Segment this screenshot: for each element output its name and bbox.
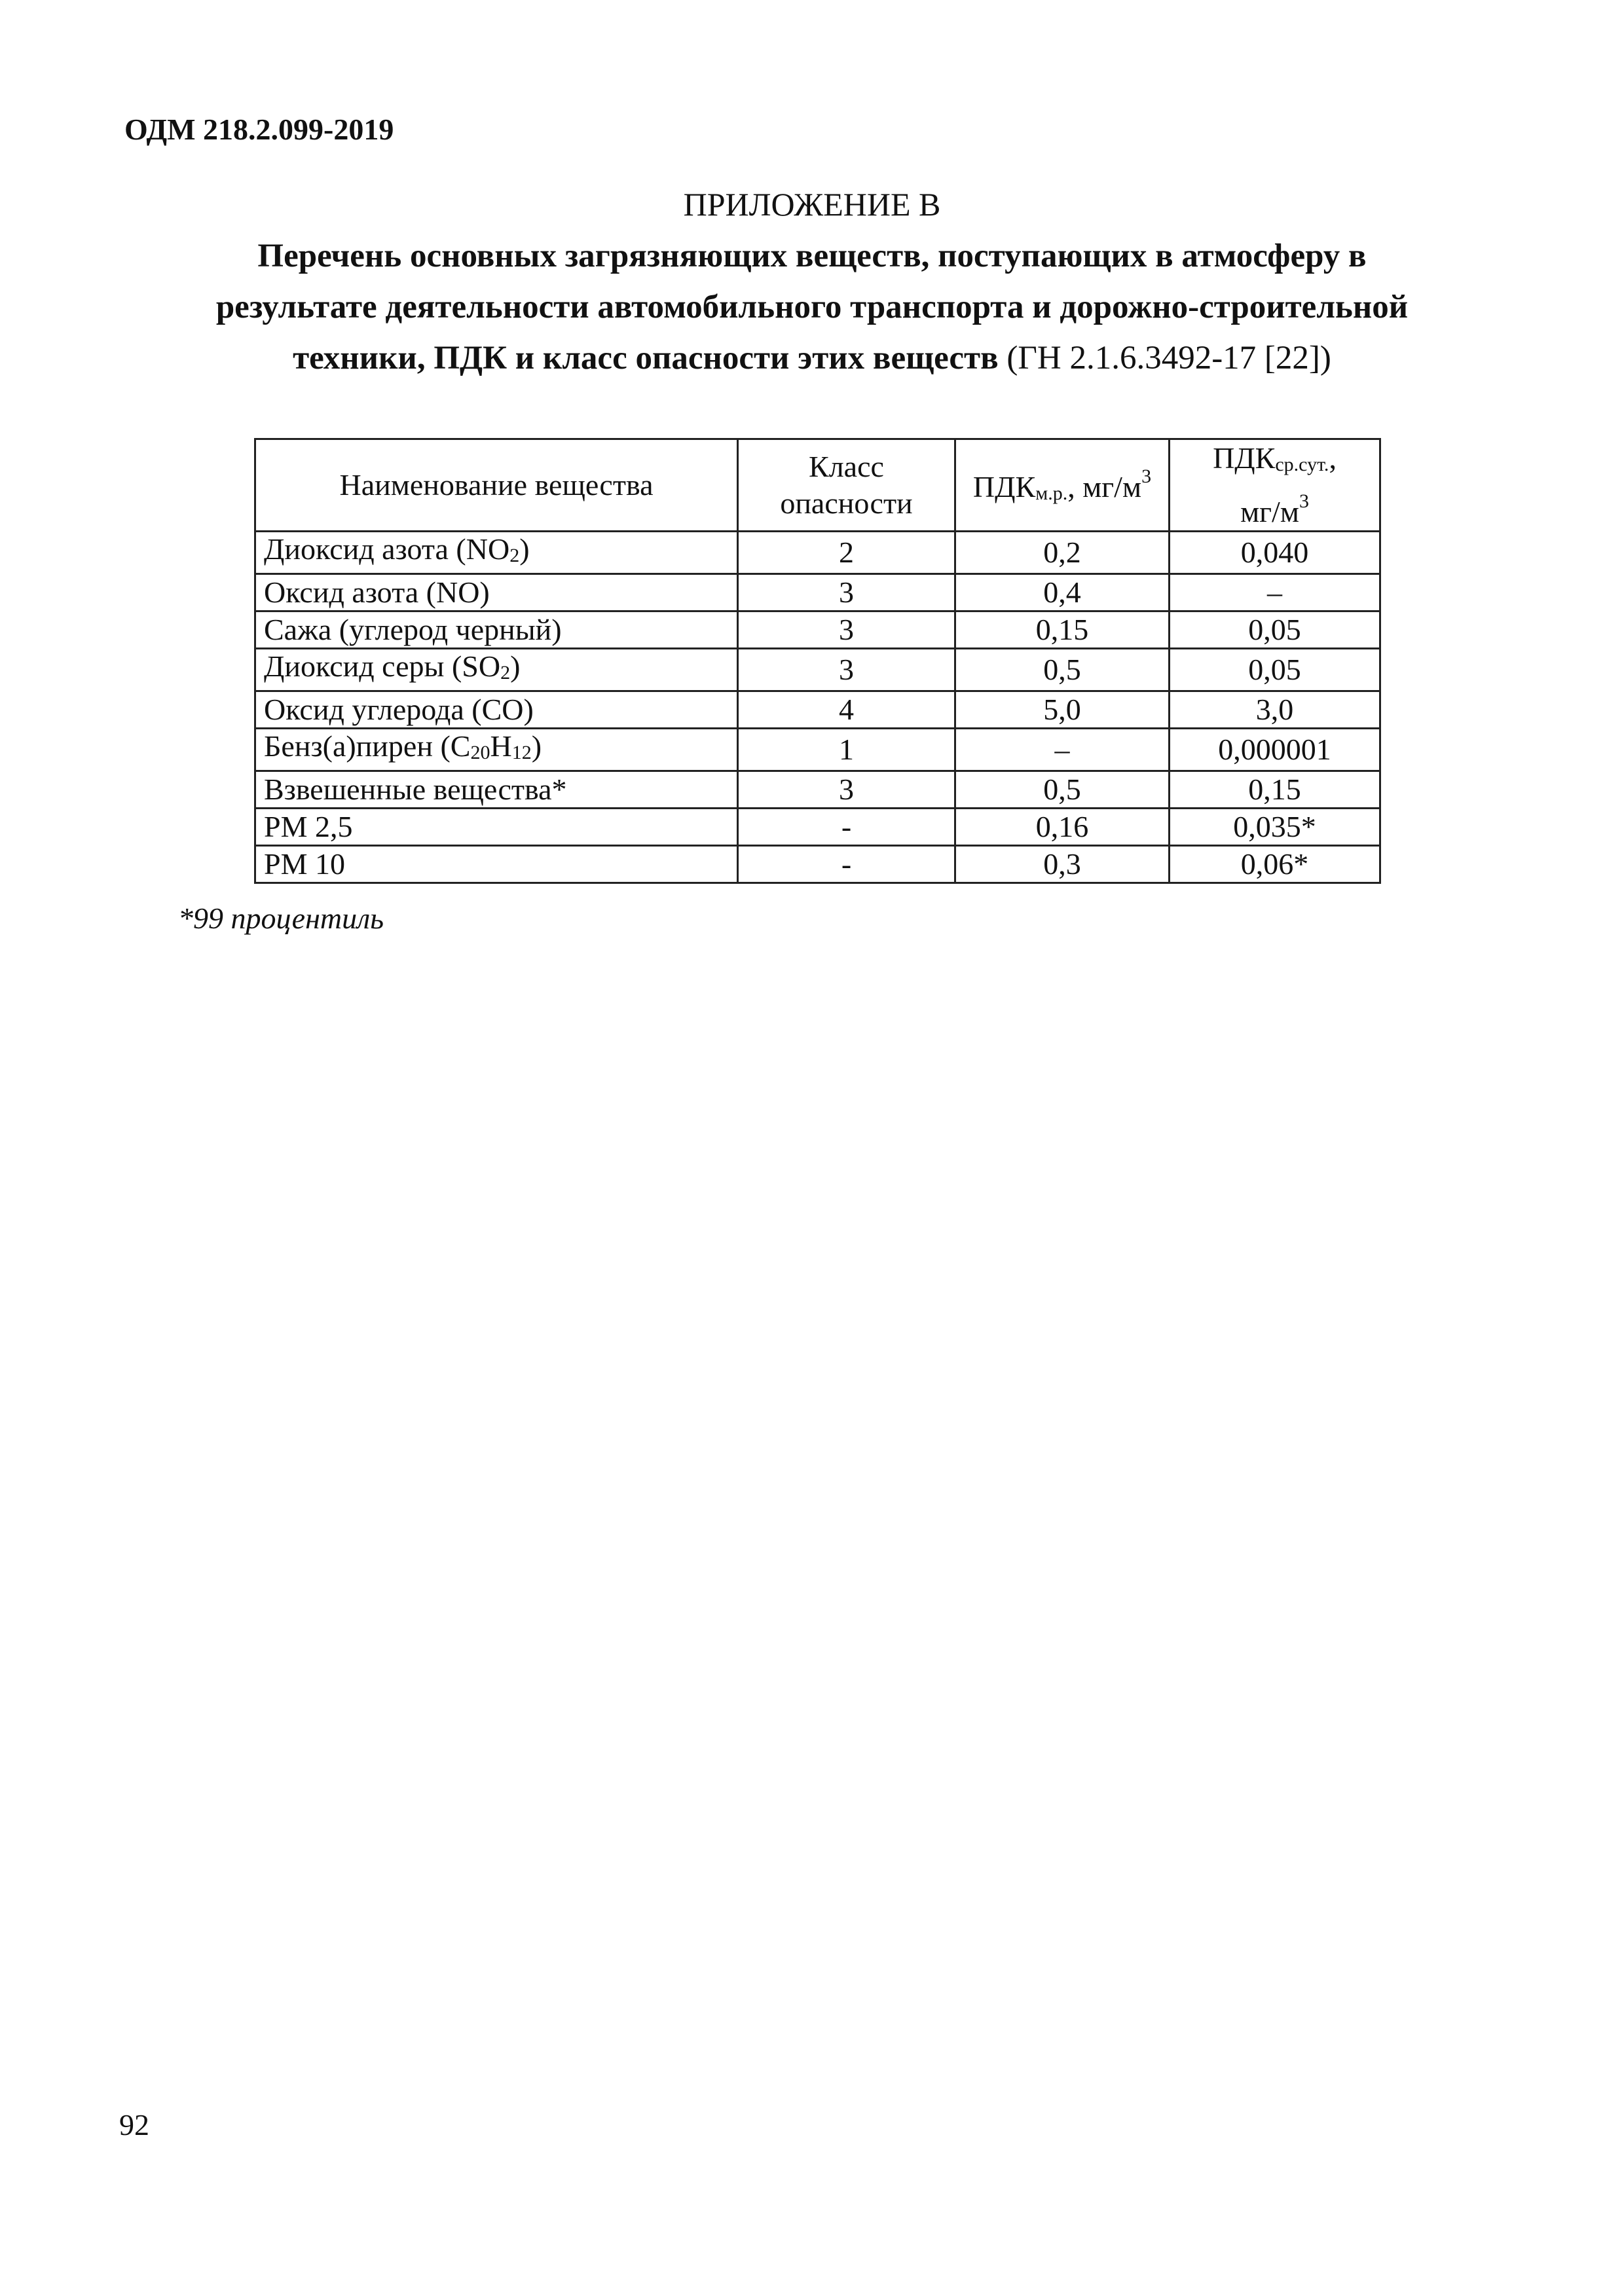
hazard-class-cell: 3 — [738, 649, 955, 691]
table-row — [255, 649, 1380, 691]
title-line-3 — [105, 333, 1519, 384]
title-line-2: результате деятельности автомобильного транспорта и дорожно-строительной — [215, 289, 1409, 325]
pdk-daily-avg-cell: 3,0 — [1170, 691, 1380, 729]
pdk-daily-avg-cell: 0,05 — [1170, 649, 1380, 691]
substance-name-sub1: 2 — [500, 662, 511, 683]
pdk-max-single-cell: 0,5 — [955, 649, 1170, 691]
pdk-max-single-cell: 0,15 — [955, 611, 1170, 649]
pdk-max-single-cell: 0,3 — [955, 846, 1170, 883]
hazard-class-cell: 3 — [738, 611, 955, 649]
table-row — [255, 611, 1380, 649]
hazard-class-cell: 1 — [738, 729, 955, 771]
header-ss-main: ПДК — [1213, 441, 1276, 475]
substance-name-pre: Бенз(а)пирен (C — [264, 729, 471, 763]
substance-name-pre: PM 2,5 — [264, 810, 353, 843]
header-mr-sub: м.р. — [1035, 483, 1068, 504]
pollutants-table — [254, 438, 1381, 884]
header-substance-name: Наименование вещества — [255, 439, 738, 532]
document-code: ОДМ 218.2.099-2019 — [124, 113, 394, 146]
hazard-class-cell: - — [738, 846, 955, 883]
substance-name-cell — [255, 574, 738, 611]
footnote: *99 процентиль — [178, 902, 384, 935]
substance-name-cell — [255, 809, 738, 846]
header-pdk-max-single — [955, 439, 1170, 532]
header-ss-exp: 3 — [1299, 490, 1309, 512]
header-mr-unit: , мг/м — [1067, 470, 1142, 503]
pdk-daily-avg-cell: – — [1170, 574, 1380, 611]
substance-name-cell — [255, 691, 738, 729]
title-line-1: Перечень основных загрязняющих веществ, поступающих в атмосферу в — [257, 238, 1367, 274]
header-ss-comma: , — [1329, 441, 1337, 475]
title-line-3-text: техники, ПДК и класс опасности этих веществ — [293, 340, 999, 376]
table-row — [255, 532, 1380, 574]
substance-name-cell — [255, 649, 738, 691]
substance-name-post: ) — [519, 532, 530, 566]
page-number: 92 — [119, 2108, 149, 2141]
substance-name-mid: H — [490, 729, 512, 763]
pdk-max-single-cell: 0,4 — [955, 574, 1170, 611]
pdk-max-single-cell: – — [955, 729, 1170, 771]
pdk-daily-avg-cell: 0,040 — [1170, 532, 1380, 574]
substance-name-cell — [255, 846, 738, 883]
substance-name-pre: Оксид азота (NO) — [264, 575, 490, 609]
substance-name-sub2: 12 — [511, 742, 532, 763]
table-row — [255, 574, 1380, 611]
header-ss-unit: мг/м — [1240, 495, 1299, 528]
hazard-class-cell: 2 — [738, 532, 955, 574]
pdk-daily-avg-cell: 0,06* — [1170, 846, 1380, 883]
substance-name-pre: Сажа (углерод черный) — [264, 613, 562, 646]
header-class-line-1: Класс — [809, 450, 884, 483]
substance-name-cell — [255, 532, 738, 574]
table-row — [255, 691, 1380, 729]
header-mr-main: ПДК — [972, 470, 1036, 503]
appendix-title — [105, 230, 1519, 384]
appendix-label: ПРИЛОЖЕНИЕ В — [683, 186, 941, 223]
pdk-daily-avg-cell: 0,05 — [1170, 611, 1380, 649]
hazard-class-cell: 3 — [738, 574, 955, 611]
substance-name-post: ) — [531, 729, 542, 763]
substance-name-cell — [255, 771, 738, 809]
pdk-max-single-cell: 0,5 — [955, 771, 1170, 809]
pdk-daily-avg-cell: 0,000001 — [1170, 729, 1380, 771]
substance-name-cell — [255, 611, 738, 649]
hazard-class-cell: - — [738, 809, 955, 846]
pdk-max-single-cell: 0,2 — [955, 532, 1170, 574]
header-pdk-daily-avg — [1170, 439, 1380, 532]
title-reference: (ГН 2.1.6.3492-17 [22]) — [1006, 340, 1331, 376]
substance-name-pre: Оксид углерода (CO) — [264, 693, 534, 726]
pdk-daily-avg-cell: 0,15 — [1170, 771, 1380, 809]
pdk-max-single-cell: 5,0 — [955, 691, 1170, 729]
pdk-max-single-cell: 0,16 — [955, 809, 1170, 846]
header-mr-exp: 3 — [1141, 465, 1152, 487]
header-ss-sub: ср.сут. — [1275, 454, 1329, 475]
table-row — [255, 771, 1380, 809]
table-body — [255, 532, 1380, 883]
substance-name-pre: Диоксид серы (SO — [264, 649, 501, 683]
hazard-class-cell: 4 — [738, 691, 955, 729]
table-row — [255, 846, 1380, 883]
header-hazard-class — [738, 439, 955, 532]
table-header-row — [255, 439, 1380, 532]
substance-name-pre: Диоксид азота (NO — [264, 532, 510, 566]
substance-name-sub1: 20 — [470, 742, 490, 763]
table-row — [255, 809, 1380, 846]
hazard-class-cell: 3 — [738, 771, 955, 809]
substance-name-post: ) — [510, 649, 521, 683]
header-class-line-2: опасности — [780, 486, 913, 520]
table-row — [255, 729, 1380, 771]
substance-name-pre: Взвешенные вещества* — [264, 773, 567, 806]
substance-name-cell — [255, 729, 738, 771]
pdk-daily-avg-cell: 0,035* — [1170, 809, 1380, 846]
substance-name-sub1: 2 — [509, 545, 520, 566]
substance-name-pre: PM 10 — [264, 847, 345, 881]
